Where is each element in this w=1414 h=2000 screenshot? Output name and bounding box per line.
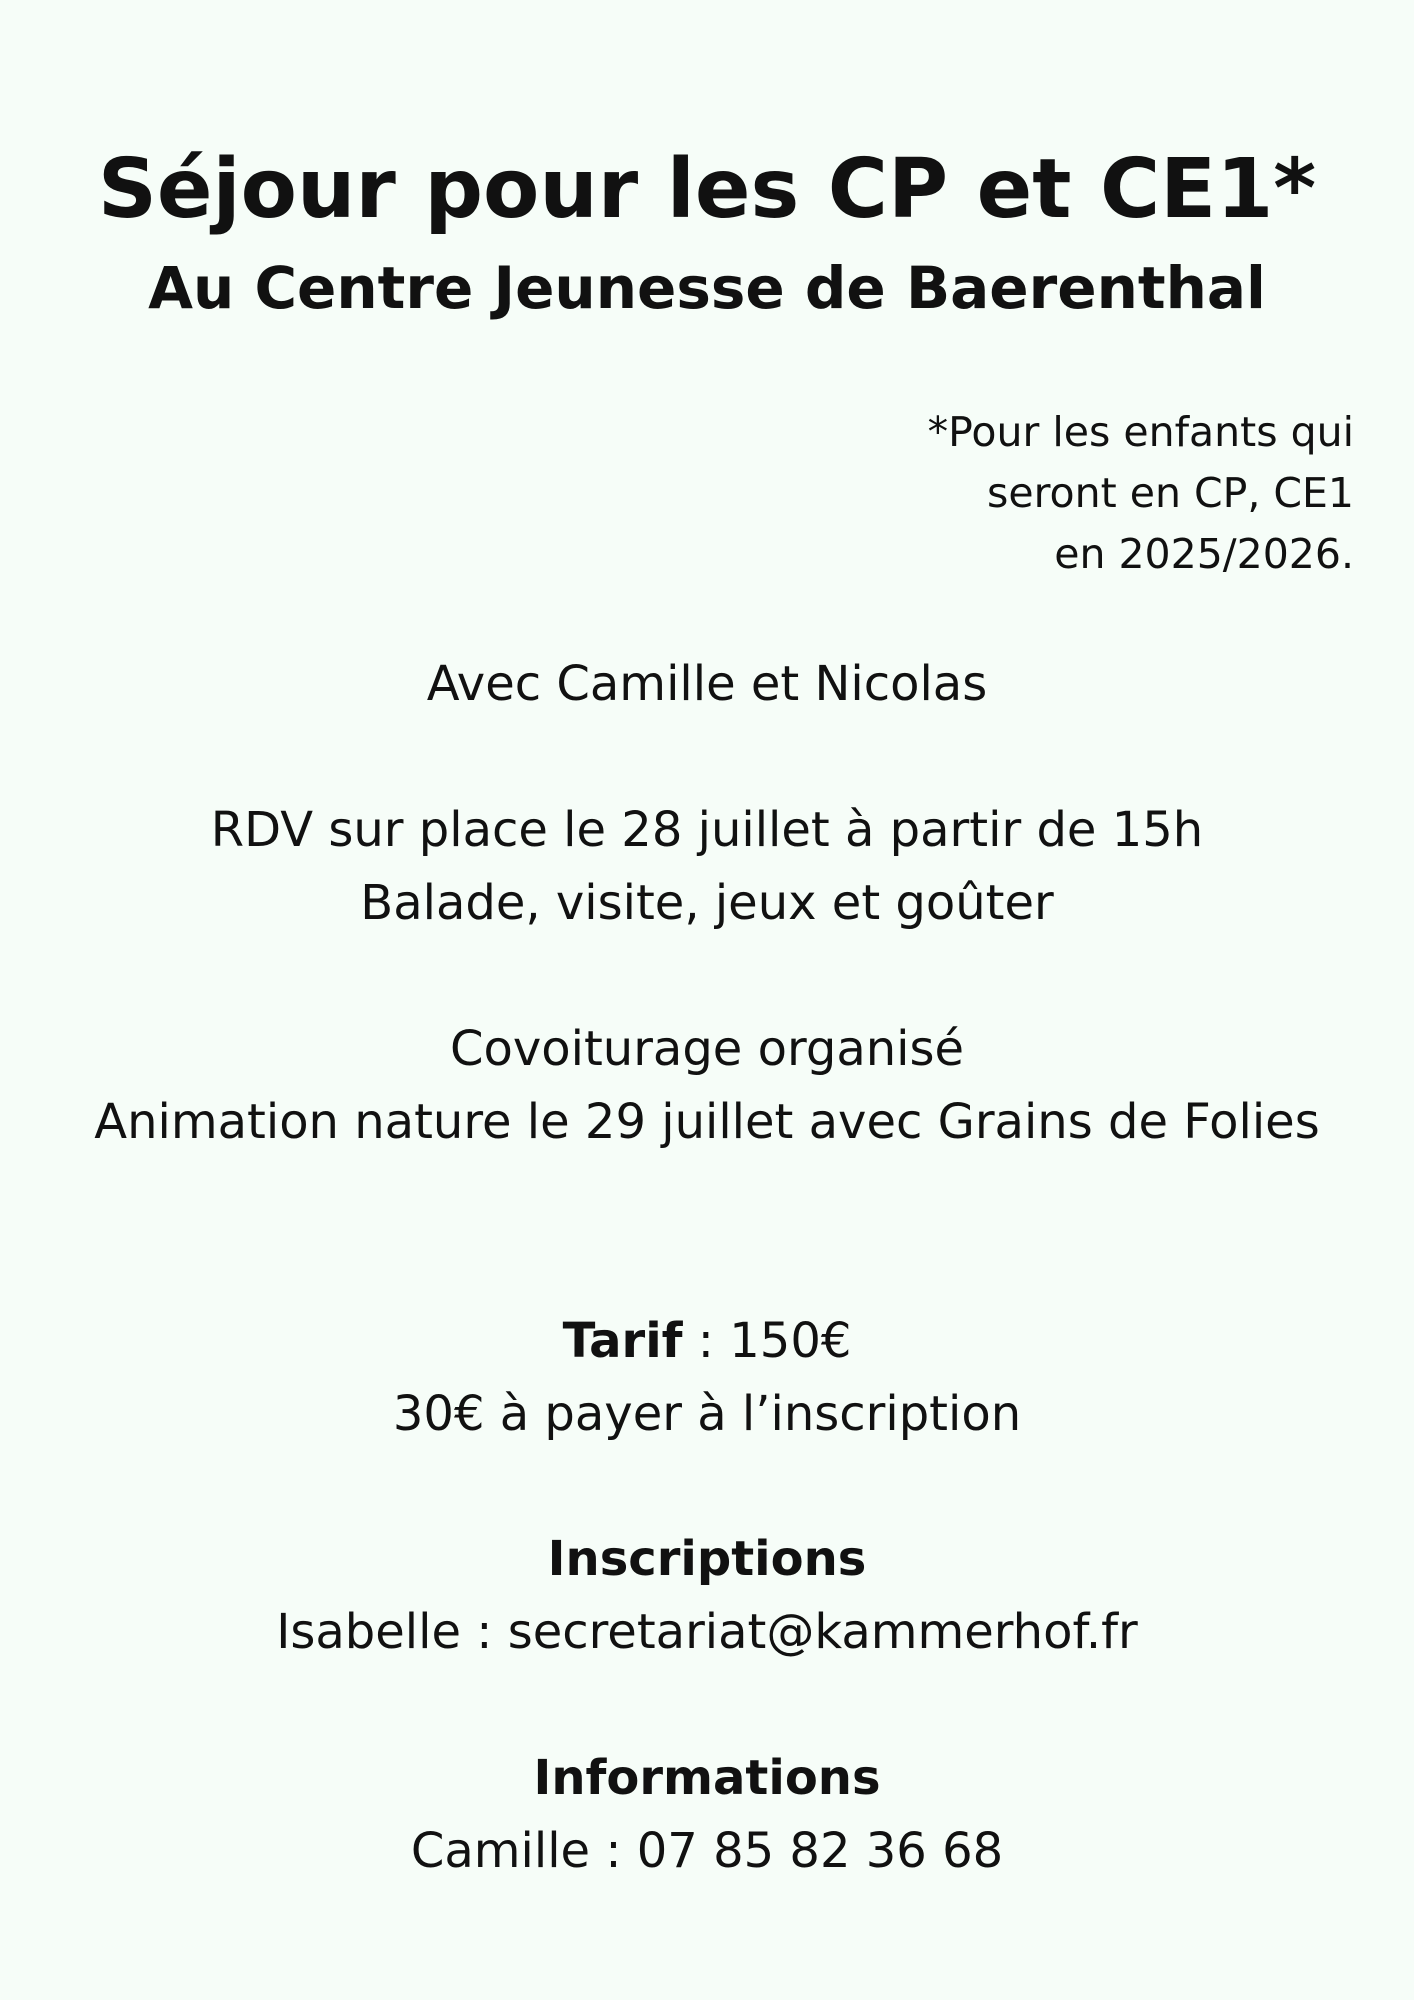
pricing-block <box>0 1305 1414 1451</box>
price-line <box>0 1305 1414 1378</box>
rdv-block <box>0 794 1414 940</box>
registration-contact: Isabelle : secretariat@kammerhof.fr <box>276 1604 1138 1660</box>
registration-block <box>0 1523 1414 1669</box>
activities-text: Balade, visite, jeux et goûter <box>360 875 1054 931</box>
deposit-text: 30€ à payer à l’inscription <box>392 1386 1022 1442</box>
eligibility-note <box>754 402 1354 585</box>
rdv-text: RDV sur place le 28 juillet à partir de 15h <box>210 802 1204 858</box>
carpool-text: Covoiturage organisé <box>449 1021 965 1077</box>
animators-block <box>0 648 1414 721</box>
page-title: Séjour pour les CP et CE1* <box>97 142 1317 237</box>
page-subtitle: Au Centre Jeunesse de Baerenthal <box>148 254 1266 322</box>
price-label: Tarif <box>562 1313 683 1369</box>
note-line-1: *Pour les enfants qui <box>927 408 1354 456</box>
price-value: : 150€ <box>682 1313 852 1369</box>
registration-heading: Inscriptions <box>547 1531 867 1587</box>
note-line-2: seront en CP, CE1 <box>987 469 1354 517</box>
information-block <box>0 1742 1414 1888</box>
information-contact: Camille : 07 85 82 36 68 <box>410 1823 1004 1879</box>
carpool-block <box>0 1013 1414 1159</box>
nature-text: Animation nature le 29 juillet avec Grains de Folies <box>94 1094 1320 1150</box>
animators-text: Avec Camille et Nicolas <box>426 656 988 712</box>
note-line-3: en 2025/2026. <box>1054 530 1354 578</box>
information-heading: Informations <box>533 1750 881 1806</box>
